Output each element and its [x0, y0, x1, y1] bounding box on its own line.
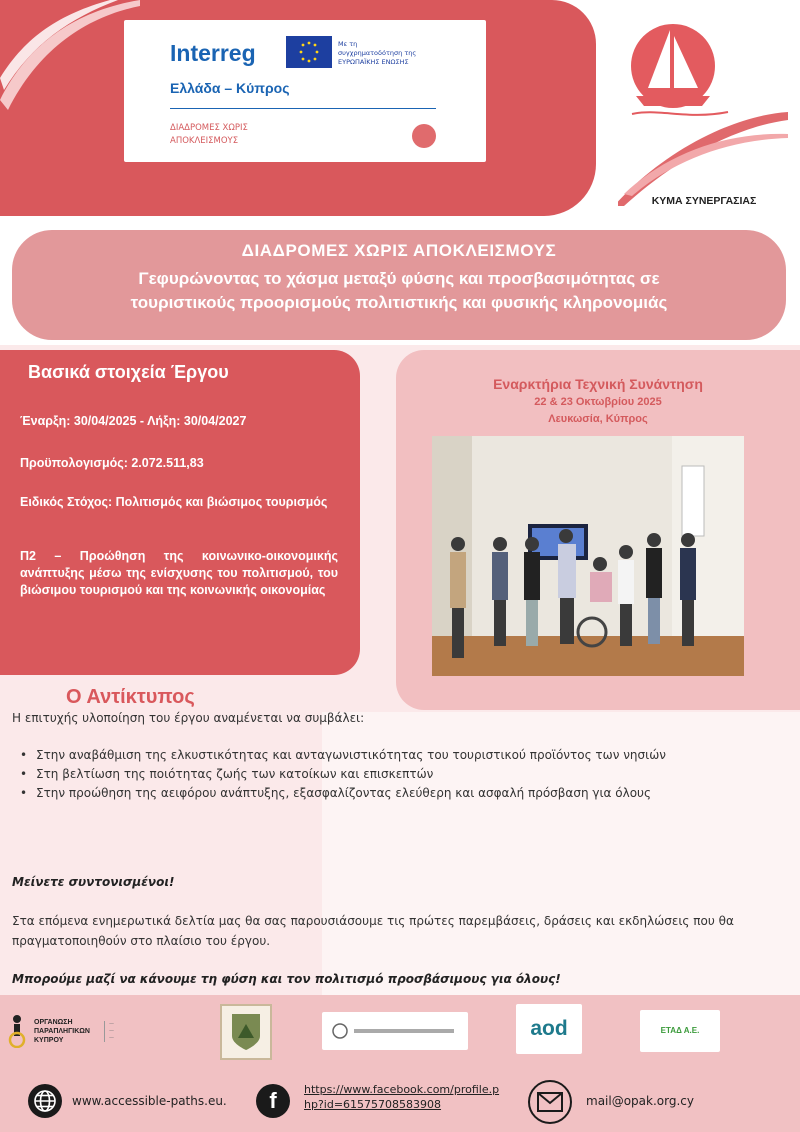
- partner-name: ΟΡΓΑΝΩΣΗ ΠΑΡΑΠΛΗΓΙΚΩΝ ΚΥΠΡΟΥ: [34, 1018, 90, 1044]
- partner-name: aod: [530, 1017, 568, 1040]
- title-banner: [12, 230, 786, 340]
- impact-title: Ο Αντίκτυπος: [66, 686, 195, 708]
- key-facts-panel: [0, 350, 360, 675]
- project-name-small: ΔΙΑΔΡΟΜΕΣ ΧΩΡΙΣ ΑΠΟΚΛΕΙΣΜΟΥΣ: [170, 123, 248, 146]
- project-budget: Προϋπολογισμός: 2.072.511,83: [20, 456, 204, 470]
- interreg-logo-card: [124, 20, 486, 162]
- project-title: ΔΙΑΔΡΟΜΕΣ ΧΩΡΙΣ ΑΠΟΚΛΕΙΣΜΟΥΣ: [241, 241, 557, 260]
- globe-icon: [28, 1084, 62, 1118]
- facebook-icon[interactable]: f: [256, 1084, 290, 1118]
- next-newsletter-text: Στα επόμενα ενημερωτικά δελτία μας θα σας παρουσιάσουμε τις πρώτες παρεμβάσεις, δράσεις και εκδηλώσεις που θα πραγματοποιηθούν στο πλαίσιο του έργου.: [12, 914, 734, 948]
- impact-intro: Η επιτυχής υλοποίηση του έργου αναμένεται να συμβάλει:: [12, 711, 365, 725]
- specific-goal: Ειδικός Στόχος: Πολιτισμός και βιώσιμος τουρισμός: [20, 495, 328, 509]
- divider: [170, 108, 436, 109]
- list-item: • Στην προώθηση της αειφόρου ανάπτυξης, εξασφαλίζοντας ελεύθερη και ασφαλή πρόσβαση για όλους: [12, 784, 772, 802]
- partner-caption: ΚΥΜΑ ΣΥΝΕΡΓΑΣΙΑΣ: [651, 195, 757, 207]
- list-item: • Στην αναβάθμιση της ελκυστικότητας και ανταγωνιστικότητας του τουριστικού προϊόντος των νησιών: [12, 746, 772, 764]
- eu-flag-icon: [286, 36, 332, 68]
- project-subtitle: [12, 267, 786, 315]
- stay-tuned-text: Μείνετε συντονισμένοι!: [12, 875, 175, 889]
- eu-cofunded-text: Με τη συγχρηματοδότηση της ΕΥΡΩΠΑΪΚΗΣ ΕΝΩΣΗΣ: [338, 40, 417, 66]
- meeting-place: Λευκωσία, Κύπρος: [548, 413, 648, 425]
- partner-name: ΕΤΑΔ Α.Ε.: [660, 1026, 700, 1035]
- partner-logo-municipality: [322, 1012, 468, 1050]
- email-link[interactable]: mail@opak.org.cy: [586, 1094, 694, 1108]
- project-badge-icon: [412, 124, 436, 148]
- project-dates: Έναρξη: 30/04/2025 - Λήξη: 30/04/2027: [20, 414, 247, 428]
- partner-logo-paraplegics: [8, 1004, 180, 1058]
- partner-logo-etad: [640, 1010, 720, 1052]
- subtitle-line-2: τουριστικούς προορισμούς πολιτιστικής και φυσικής κληρονομιάς: [130, 293, 668, 312]
- meeting-title: Εναρκτήρια Τεχνική Συνάντηση: [493, 376, 703, 392]
- mail-icon[interactable]: [528, 1080, 572, 1124]
- website-link[interactable]: www.accessible-paths.eu.: [72, 1094, 227, 1108]
- partner-logo-aod: [516, 1004, 582, 1054]
- meeting-photo: [432, 436, 744, 676]
- priority-text: Π2 – Προώθηση της κοινωνικο-οικονομικής ανάπτυξης μέσω της ενίσχυσης του πολιτισμού, του βιώσιμου τουρισμού και της κοινωνικής οικονομίας: [20, 549, 338, 597]
- subtitle-line-1: Γεφυρώνοντας το χάσμα μεταξύ φύσης και προσβασιμότητας σε: [138, 269, 660, 288]
- meeting-dates: 22 & 23 Οκτωβρίου 2025: [534, 396, 662, 408]
- facebook-link[interactable]: https://www.facebook.com/profile.php?id=61575708583908: [304, 1083, 500, 1111]
- partner-tagline-graphic: — — —: [104, 1021, 154, 1042]
- key-facts-title: Βασικά στοιχεία Έργου: [28, 362, 229, 382]
- slogan-text: Μπορούμε μαζί να κάνουμε τη φύση και τον πολιτισμό προσβάσιμους για όλους!: [12, 972, 561, 986]
- impact-list: [12, 746, 772, 803]
- list-item: • Στη βελτίωση της ποιότητας ζωής των κατοίκων και επισκεπτών: [12, 765, 772, 783]
- kickoff-meeting-panel: [396, 350, 800, 710]
- programme-name: Ελλάδα – Κύπρος: [170, 80, 290, 96]
- interreg-wordmark: Interreg: [170, 40, 256, 66]
- decorative-swoosh: [0, 0, 140, 120]
- kyma-synergasias-logo: [618, 16, 788, 206]
- partner-logo-crest: [220, 1004, 272, 1060]
- wheelchair-icon: [8, 1014, 28, 1048]
